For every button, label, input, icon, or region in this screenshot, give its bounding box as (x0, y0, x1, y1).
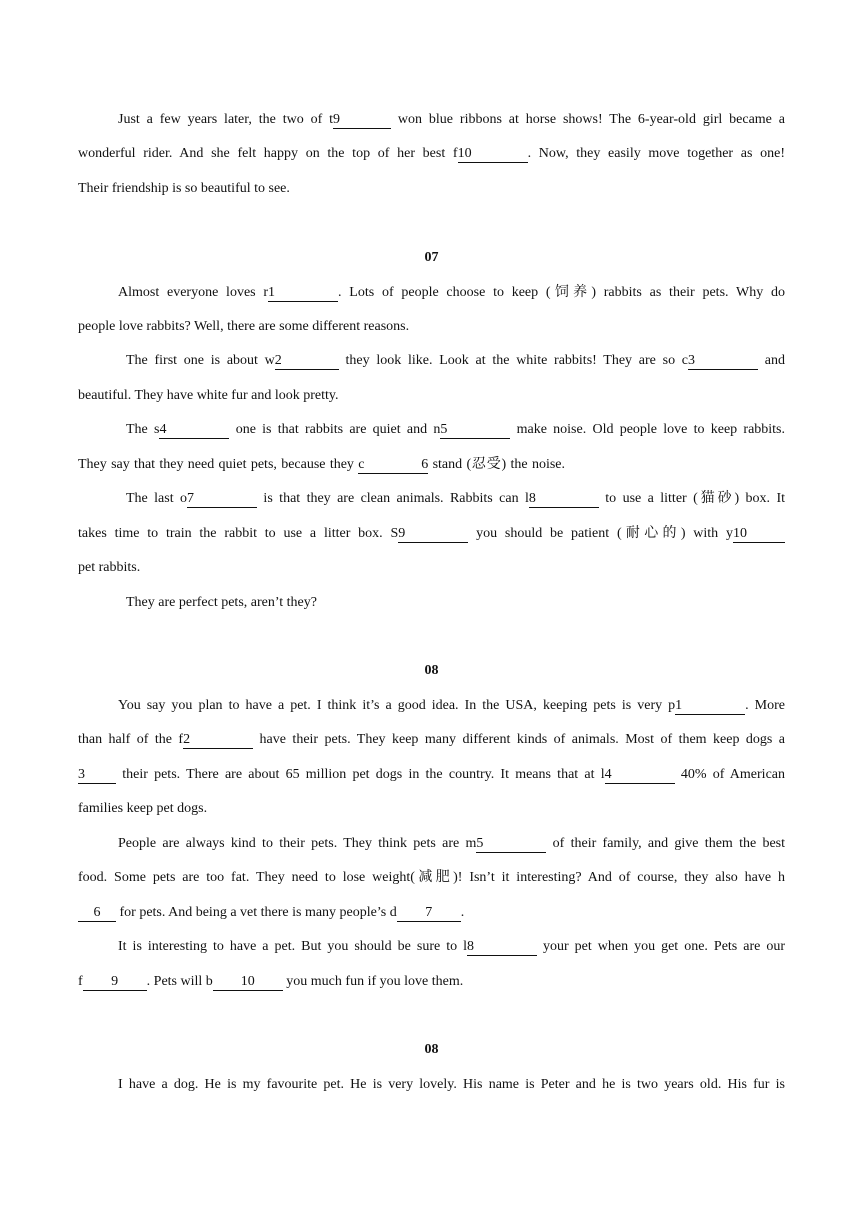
text: wonderful rider. And she felt happy on the top of her best f (78, 146, 458, 161)
blank-10: 10 (213, 974, 283, 991)
blank-5: 5 (476, 836, 546, 853)
blank-9: 9 (398, 526, 468, 543)
blank-8: 8 (467, 939, 537, 956)
blank-1: 1 (268, 285, 338, 302)
text-line (78, 696, 785, 716)
text: you much fun if you love them. (282, 974, 464, 989)
text-line (78, 420, 785, 440)
text: . Pets will b (146, 974, 213, 989)
text: f (78, 974, 83, 989)
text: to use a litter (猫砂) box. It (598, 491, 785, 506)
text-line: Their friendship is so beautiful to see. (78, 181, 290, 196)
text-line (78, 144, 785, 164)
text-line (78, 765, 785, 785)
blank-6: c 6 (358, 457, 429, 472)
text-line (78, 110, 785, 130)
text: and (758, 353, 785, 368)
text: stand (忍受) the noise. (428, 457, 566, 472)
blank-9: 9 (83, 974, 147, 991)
text-line: pet rabbits. (78, 560, 141, 575)
blank-5: 5 (440, 422, 510, 439)
text-line (78, 283, 785, 303)
section-heading: 08 (424, 663, 439, 678)
text: is that they are clean animals. Rabbits can l (257, 491, 529, 506)
text: . Lots of people choose to keep (饲养) rabbits as their pets. Why do (338, 285, 785, 300)
text: takes time to train the rabbit to use a litter box. S (78, 526, 399, 541)
text: for pets. And being a vet there is many people’s d (116, 905, 397, 920)
blank-6: 6 (78, 905, 116, 922)
text-line (78, 903, 785, 923)
text: It is interesting to have a pet. But you should be sure to l (118, 939, 467, 954)
text: make noise. Old people love to keep rabbits. (510, 422, 786, 437)
text: People are always kind to their pets. They think pets are m (118, 836, 477, 851)
text-line (78, 972, 785, 992)
blank-8: 8 (529, 491, 599, 508)
blank-9: 9 (333, 112, 391, 129)
blank-1: 1 (675, 698, 745, 715)
text: won blue ribbons at horse shows! The 6-year-old girl became a (391, 112, 785, 127)
text: have their pets. They keep many different kinds of animals. Most of them keep dogs a (253, 732, 786, 747)
blank-7: 7 (397, 905, 461, 922)
text: one is that rabbits are quiet and n (229, 422, 441, 437)
text-line (78, 834, 785, 854)
blank-4: 4 (605, 767, 675, 784)
text: . Now, they easily move together as one! (527, 146, 785, 161)
blank-4: 4 (159, 422, 229, 439)
text-line: food. Some pets are too fat. They need to lose weight(减肥)! Isn’t it interesting? And of course, they also have h (78, 870, 785, 885)
section-heading: 07 (424, 250, 439, 265)
text-line (78, 455, 785, 475)
blank-3: 3 (78, 767, 116, 784)
text: The first one is about w (126, 353, 275, 368)
text: your pet when you get one. Pets are our (537, 939, 785, 954)
text: than half of the f (78, 732, 184, 747)
text-line: beautiful. They have white fur and look pretty. (78, 388, 339, 403)
text-line (78, 351, 785, 371)
text: . More (745, 698, 785, 713)
blank-2: 2 (275, 353, 339, 370)
text: The last o (126, 491, 188, 506)
blank-10: 10 (733, 526, 785, 543)
text: Almost everyone loves r (118, 285, 269, 300)
blank-7: 7 (187, 491, 257, 508)
text: 40% of American (674, 767, 785, 782)
text-line: I have a dog. He is my favourite pet. He is very lovely. His name is Peter and he is two years old. His fur is (118, 1077, 785, 1092)
text-line (78, 524, 785, 544)
text: their pets. There are about 65 million pet dogs in the country. It means that at l (116, 767, 605, 782)
text: they look like. Look at the white rabbits! They are so c (338, 353, 689, 368)
text: Just a few years later, the two of t (118, 112, 334, 127)
text-line: They are perfect pets, aren’t they? (126, 595, 317, 610)
text: of their family, and give them the best (546, 836, 785, 851)
text-line (78, 730, 785, 750)
blank-3: 3 (688, 353, 758, 370)
text-line: families keep pet dogs. (78, 801, 208, 816)
text-line: people love rabbits? Well, there are some different reasons. (78, 319, 410, 334)
blank-2: 2 (183, 732, 253, 749)
text: You say you plan to have a pet. I think it’s a good idea. In the USA, keeping pets is very p (118, 698, 676, 713)
text: . (460, 905, 465, 920)
blank-10: 10 (458, 146, 528, 163)
text: you should be patient (耐心的) with y (468, 526, 733, 541)
text: The s (126, 422, 160, 437)
text: They say that they need quiet pets, because they (78, 457, 359, 472)
text-line (78, 937, 785, 957)
section-heading: 08 (424, 1042, 439, 1057)
text-line (78, 489, 785, 509)
